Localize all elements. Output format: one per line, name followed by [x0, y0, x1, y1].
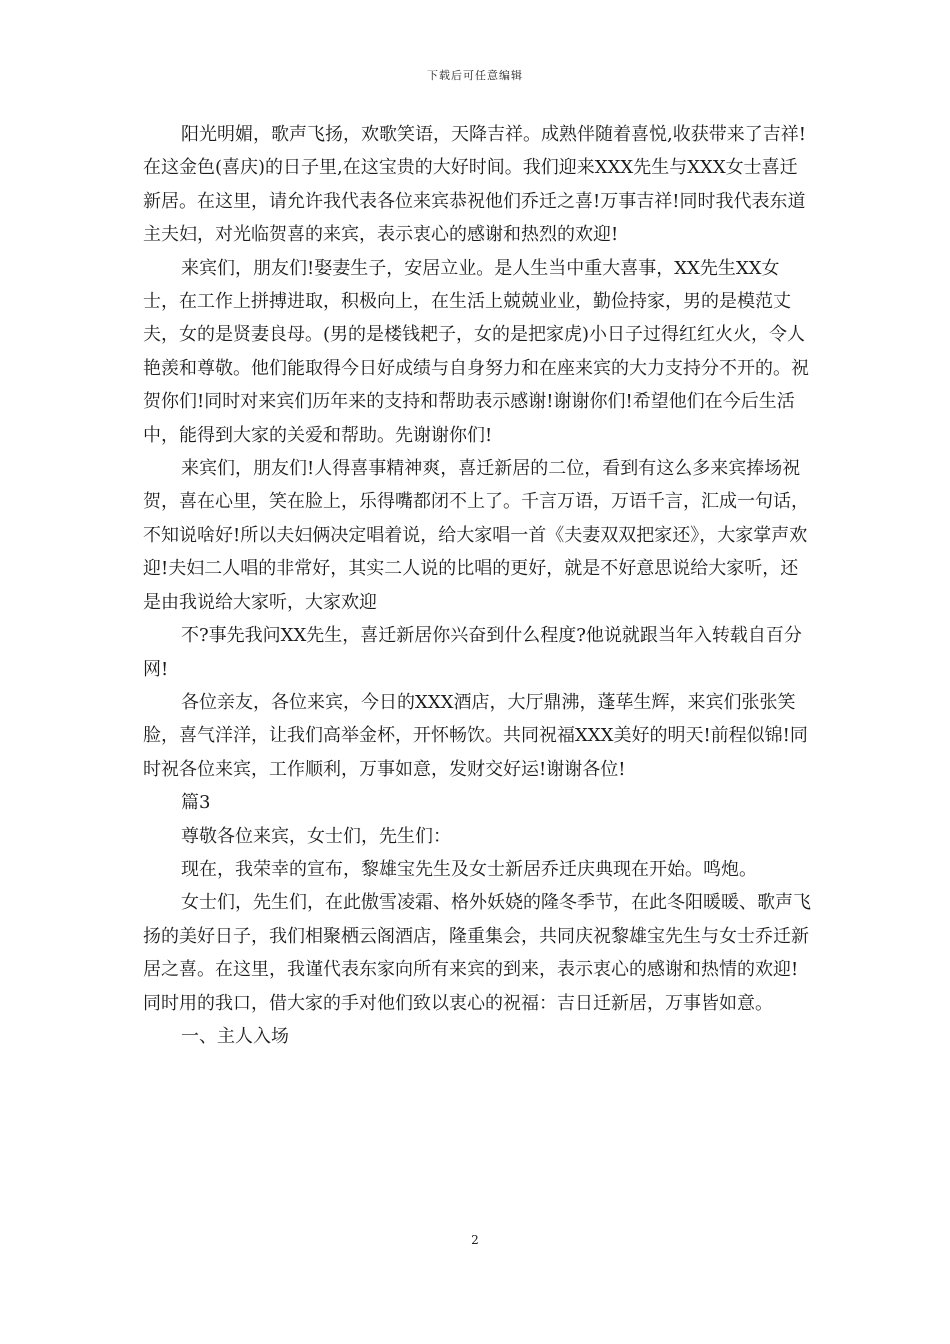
paragraph-ceremony: 女士们，先生们，在此傲雪凌霜、格外妖娆的隆冬季节，在此冬阳暖暖、歌声飞扬的美好日子，我们相聚栖云阁酒店，隆重集会，共同庆祝黎雄宝先生与女士乔迁新居之喜。在这里，我谨代表东家向所有来宾的到来，表示衷心的感谢和热情的欢迎!同时用的我口，借大家的手对他们致以衷心的祝福：吉日迁新居，万事皆如意。	[143, 892, 811, 1014]
paragraph-guests-friends: 来宾们，朋友们!娶妻生子，安居立业。是人生当中重大喜事，XX先生XX女士，在工作上拼搏进取，积极向上，在生活上兢兢业业，勤俭持家，男的是模范丈夫，女的是贤妻良母。(男的是楼钱耙子，女的是把家虎)小日子过得红红火火，令人艳羡和尊敬。他们能取得今日好成绩与自身努力和在座来宾的大力支持分不开的。祝贺你们!同时对来宾们历年来的支持和帮助表示感谢!谢谢你们!希望他们在今后生活中，能得到大家的关爱和帮助。先谢谢你们!	[143, 257, 809, 446]
paragraph-opening: 阳光明媚，歌声飞扬，欢歌笑语，天降吉祥。成熟伴随着喜悦,收获带来了吉祥!在这金色(喜庆)的日子里,在这宝贵的大好时间。我们迎来XXX先生与XXX女士喜迁新居。在这里，请允许我代表各位来宾恭祝他们乔迁之喜!万事吉祥!同时我代表东道主夫妇，对光临贺喜的来宾，表示衷心的感谢和热烈的欢迎!	[143, 124, 806, 246]
paragraph-toast: 各位亲友，各位来宾，今日的XXX酒店，大厅鼎沸，蓬荜生辉，来宾们张张笑脸，喜气洋洋，让我们高举金杯，开怀畅饮。共同祝福XXX美好的明天!前程似锦!同时祝各位来宾，工作顺利，万事如意，发财交好运!谢谢各位!	[143, 691, 808, 780]
paragraph-greeting: 尊敬各位来宾，女士们，先生们：	[181, 825, 451, 847]
section-heading: 篇3	[181, 792, 211, 814]
paragraph-song: 来宾们，朋友们!人得喜事精神爽，喜迁新居的二位，看到有这么多来宾捧场祝贺，喜在心里，笑在脸上，乐得嘴都闭不上了。千言万语，万语千言，汇成一句话，不知说啥好!所以夫妇俩决定唱着说，给大家唱一首《夫妻双双把家还》，大家掌声欢迎!夫妇二人唱的非常好，其实二人说的比唱的更好，就是不好意思说给大家听，还是由我说给大家听，大家欢迎	[143, 458, 809, 613]
document-body	[143, 118, 813, 1053]
paragraph-announcement: 现在，我荣幸的宣布，黎雄宝先生及女士新居乔迁庆典现在开始。鸣炮。	[181, 858, 757, 880]
paragraph-question: 不?事先我问XX先生，喜迁新居你兴奋到什么程度?他说就跟当年入转载自百分网!	[143, 625, 802, 680]
list-item-host-entrance: 一、主人入场	[181, 1025, 289, 1047]
page-header: 下载后可任意编辑	[427, 69, 523, 82]
page-number: 2	[471, 1233, 479, 1247]
